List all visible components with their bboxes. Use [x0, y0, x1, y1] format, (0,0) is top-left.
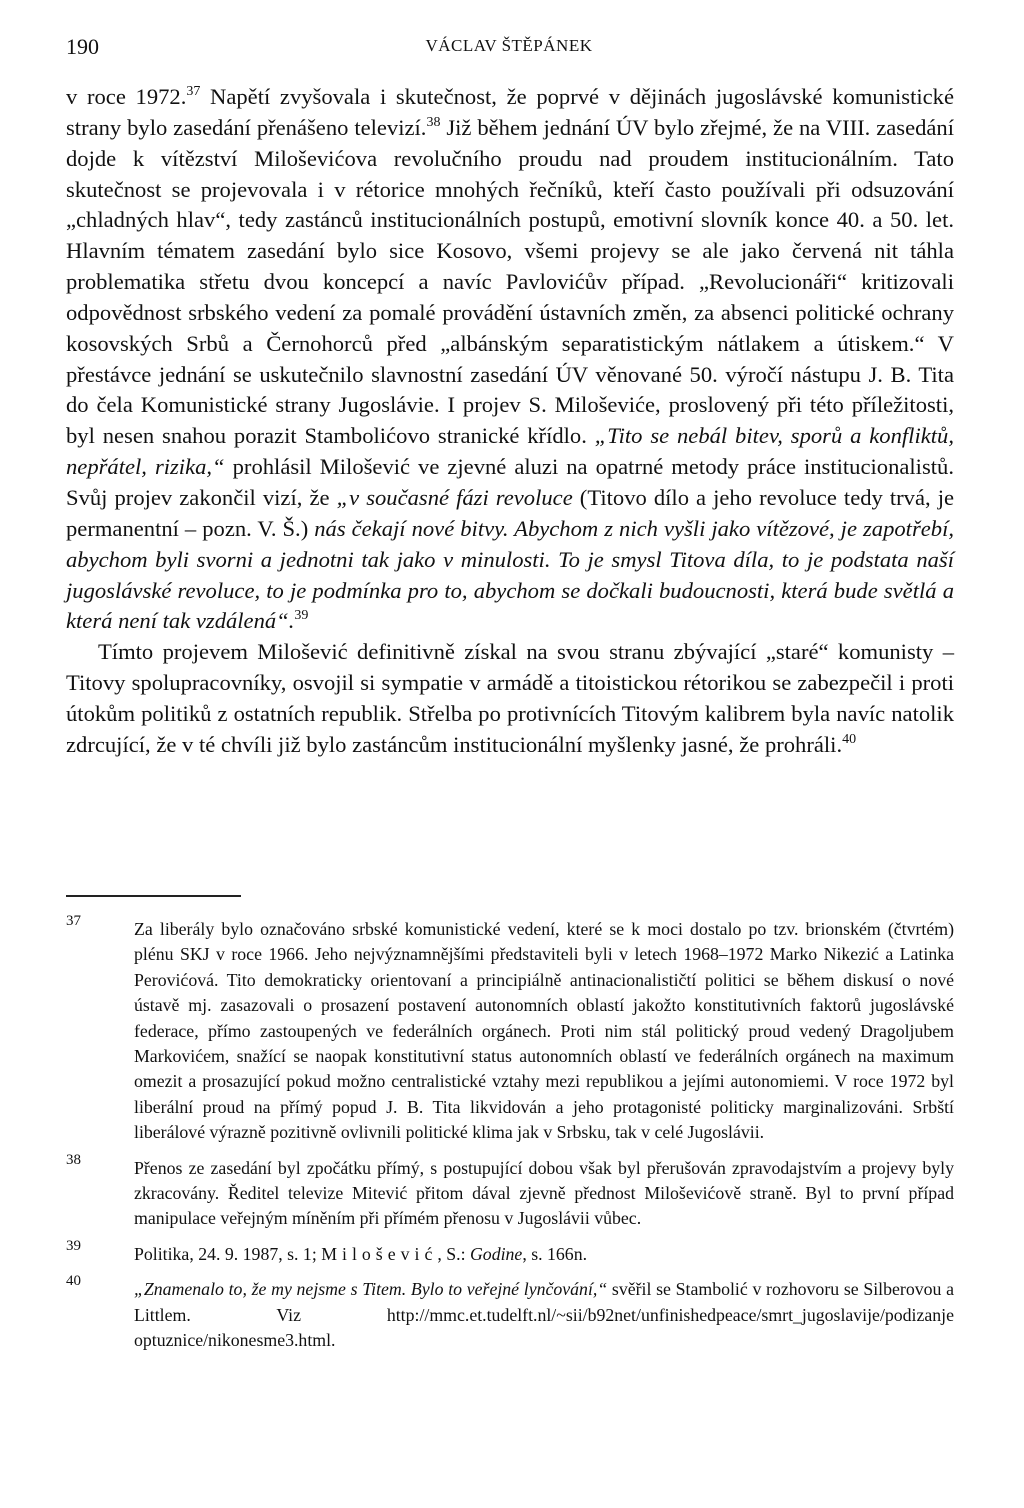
- text-run: svěřil se Stambolić v rozhovoru se Silberovou a Littlem. Viz http://mmc.et.tudelft.nl/~sii/b92net/unfinishedpeace/smrt_jugoslavije/podizanje optuznice/nikonesme3.html.: [134, 1279, 954, 1351]
- text-run: Napětí zvyšovala i skutečnost, že poprvé v dějinách jugoslávské komunistické strany bylo zasedání přenášeno televizí.: [66, 84, 954, 140]
- footnote-ref-37[interactable]: 37: [186, 84, 201, 99]
- running-head: VÁCLAV ŠTĚPÁNEK: [425, 36, 593, 55]
- footnotes: [66, 905, 954, 1354]
- footnote-37: [66, 913, 954, 1146]
- footnote-text: Za liberály bylo označováno srbské komunistické vedení, které se k moci dostalo po tzv. brionském (čtvrtém) plénu SKJ v roce 1966. Jeho nejvýznamnějšími představiteli byli v letech 1968–1972 Marko Nikezić a Latinka Perovićová. Tito demokraticky orientovaní a principiálně antinacionalističtí politici se během diskusí o nové ústavě mj. zasazovali o prosazení postavení autonomních oblastí jakožto konstitutivních faktorů jugoslávské federace, přímo zastoupených ve federálních orgánech. Proti nim stál politický proud vedený Dragoljubem Markovićem, snažící se naopak konstitutivní status autonomních oblastí ve federálních orgánech na maximum omezit a prosazující pokud možno centralistické vztahy mezi republikou a jejími autonomiemi. V roce 1972 byl liberální proud na přímý popud J. B. Tita likvidován a jeho protagonisté politicky marginalizováni. Srbští liberálové výrazně pozitivně ovlivnili politické klima jak v Srbsku, tak v celé Jugoslávii.: [134, 919, 954, 1143]
- paragraph-1: [66, 82, 954, 637]
- text-run: (Titovo dílo a jeho revoluce tedy trvá, je permanentní – pozn. V. Š.): [66, 484, 955, 541]
- footnote-38: [66, 1151, 954, 1232]
- text-run: , s. 166n.: [522, 1243, 588, 1264]
- text-run: Již během jednání ÚV bylo zřejmé, že na VIII. zasedání dojde k vítězství Miloševićova revolučního proudu nad proudem institucionálním. Tato skutečnost se projevovala i v rétorice mnohých řečníků, kteří často používali při odsuzování „chladných hlav“, tedy zastánců institucionálních postupů, emotivní slovník konce 40. a 50. let. Hlavním tématem zasedání bylo sice Kosovo, všemi projevy se ale jako červená nit táhla problematika střetu dvou koncepcí a navíc Pavlovićův případ. „Revolucionáři“ kritizovali odpovědnost srbského vedení za pomalé provádění ústavních změn, za absenci politické ochrany kosovských Srbů a Černohorců před „albánským separatistickým nátlakem a útiskem.“ V přestávce jednání se uskutečnilo slavnostní zasedání ÚV věnované 50. výročí nástupu J. B. Tita do čela Komunistické strany Jugoslávie. I projev S. Miloševiće, proslovený při této příležitosti, byl nesen snahou porazit Stambolićovo stranické křídlo.: [66, 114, 954, 449]
- footnote-ref-40[interactable]: 40: [842, 731, 857, 747]
- text-run: , S.:: [437, 1243, 470, 1264]
- quote-revolution: „v současné fázi revoluce: [336, 484, 573, 510]
- book-title: Godine: [469, 1243, 523, 1264]
- body-text: [66, 82, 954, 761]
- footnote-number: 37: [66, 913, 81, 929]
- footnote-text: [134, 1277, 954, 1353]
- footnote-ref-39[interactable]: 39: [294, 608, 309, 624]
- text-run: v roce 1972.: [66, 84, 187, 109]
- footnote-separator: [66, 895, 241, 897]
- footnote-text: Přenos ze zasedání byl zpočátku přímý, s postupující dobou však byl přerušován zpravodajstvím a projevy byly zkracovány. Ředitel televize Mitević přitom dával zjevně přednost Miloševićově straně. Byl to první případ manipulace veřejným míněním při přímém přenosu v Jugoslávii vůbec.: [134, 1157, 954, 1229]
- footnote-39: [66, 1237, 954, 1267]
- text-run: Tímto projevem Milošević definitivně získal na svou stranu zbývající „staré“ komunisty – Titovy spolupracovníky, osvojil si sympatie v armádě a titoistickou rétorikou se zabezpečil i proti útokům politiků z ostatních republik. Střelba po protivnících Titovým kalibrem byla navíc natolik zdrcující, že v té chvíli již bylo zastáncům institucionální myšlenky jasné, že prohráli.: [66, 639, 954, 757]
- quote-stambolic: „Znamenalo to, že my nejsme s Titem. Bylo to veřejné lynčování,“: [134, 1279, 608, 1300]
- footnote-number: 40: [66, 1273, 81, 1290]
- quote-vision: nás čekají nové bitvy. Abychom z nich vyšli jako vítězové, je zapotřebí, abychom byli svorni a jednotni tak jako v minulosti. To je smysl Titova díla, to je podstata naší jugoslávské revoluce, to je podmínka pro to, abychom se dočkali budoucnosti, která bude světlá a která není tak vzdálená“.: [66, 515, 954, 634]
- footnote-number: 38: [66, 1151, 81, 1168]
- footnote-40: [66, 1273, 954, 1353]
- text-run: prohlásil Milošević ve zjevné aluzi na opatrné metody práce institucionalistů. Svůj projev zakončil vizí, že: [66, 454, 954, 510]
- footnote-text: [134, 1242, 954, 1267]
- footnote-number: 39: [66, 1237, 81, 1254]
- text-run: Politika, 24. 9. 1987, s. 1;: [134, 1243, 322, 1264]
- paragraph-2: [66, 637, 954, 760]
- author-name: Milošević: [321, 1243, 438, 1264]
- page-number: 190: [66, 34, 99, 59]
- footnote-ref-38[interactable]: 38: [426, 114, 441, 130]
- quote-tito: „Tito se nebál bitev, sporů a konfliktů, nepřátel, rizika,“: [66, 423, 954, 480]
- page-header: [66, 34, 952, 60]
